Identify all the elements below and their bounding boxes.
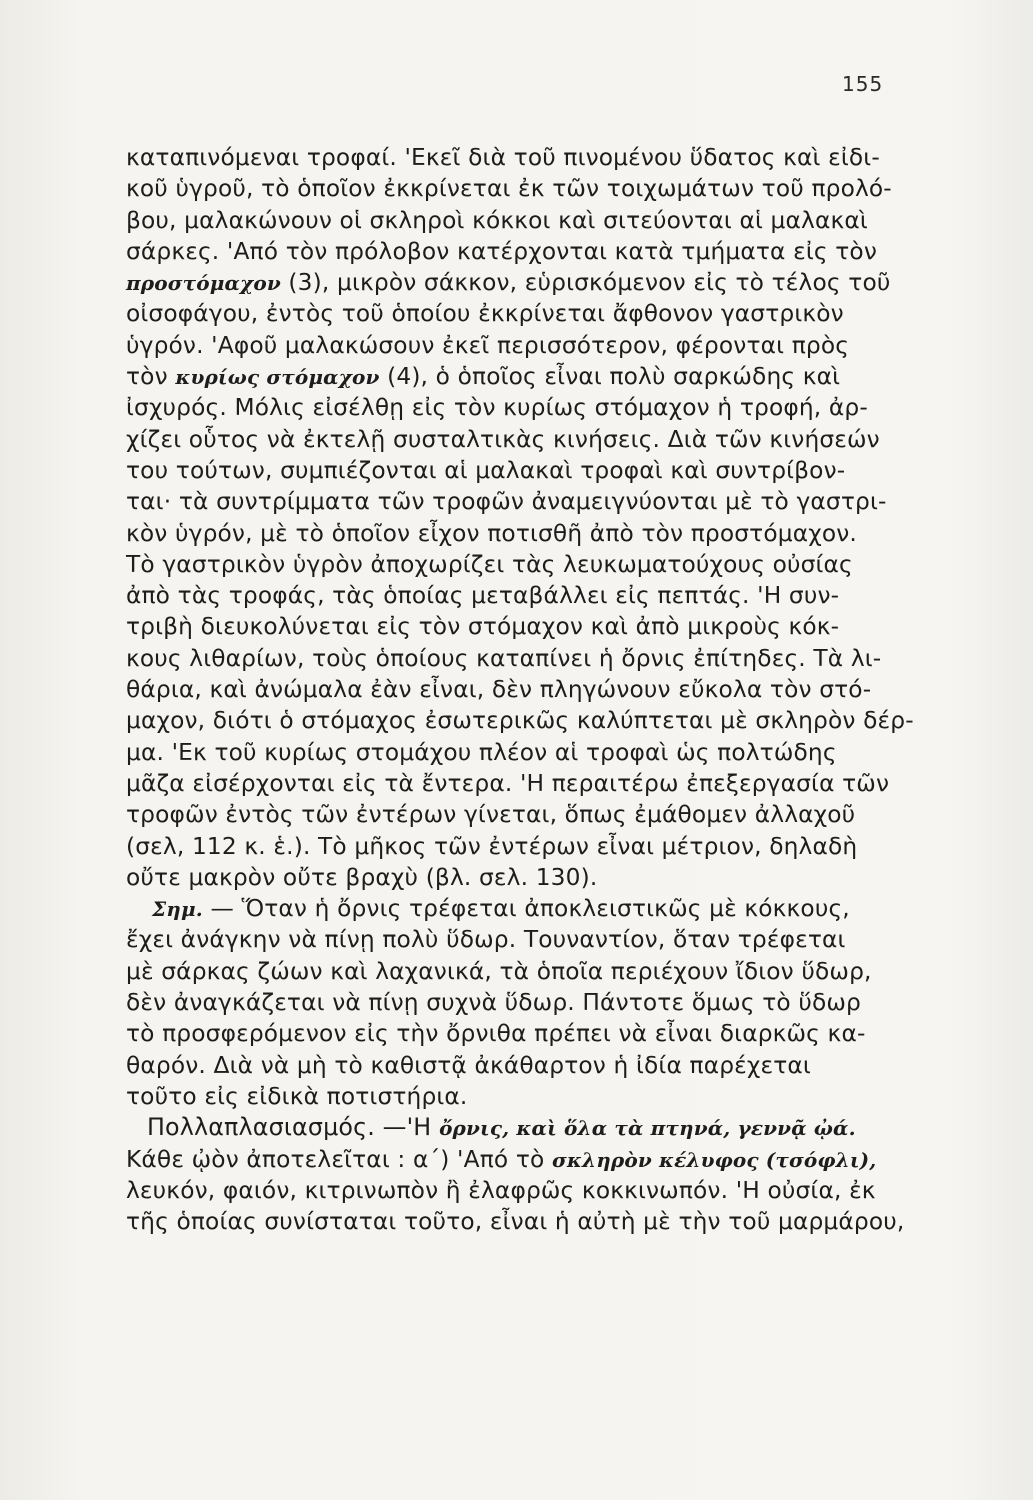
text-segment: ἰσχυρός. Μόλις εἰσέλθῃ εἰς τὸν κυρίως στόμαχον ἡ τροφή, ἀρ- — [126, 394, 868, 422]
text-line — [126, 330, 924, 361]
italic-term: προστόμαχον — [126, 271, 281, 296]
text-segment: μὲ σάρκας ζώων καὶ λαχανικά, τὰ ὁποῖα περιέχουν ἴδιον ὕδωρ, — [126, 957, 872, 985]
text-segment: οὔτε μακρὸν οὔτε βραχὺ (βλ. σελ. 130). — [126, 863, 598, 891]
text-line — [126, 298, 924, 329]
text-segment: δὲν ἀναγκάζεται νὰ πίνῃ συχνὰ ὕδωρ. Πάντοτε ὅμως τὸ ὕδωρ — [126, 989, 861, 1017]
text-segment: μαχον, διότι ὁ στόμαχος ἐσωτερικῶς καλύπτεται μὲ σκληρὸν δέρ- — [126, 707, 914, 735]
text-line — [126, 173, 924, 204]
text-line — [126, 862, 924, 893]
text-line — [126, 142, 924, 173]
note-line — [126, 893, 924, 924]
italic-term: σκληρὸν κέλυφος (τσόφλι), — [551, 1147, 877, 1172]
text-line — [126, 987, 924, 1018]
text-segment: θάρια, καὶ ἀνώμαλα ἐὰν εἶναι, δὲν πληγώνουν εὔκολα τὸν στό- — [126, 676, 872, 704]
text-segment: οἰσοφάγου, ἐντὸς τοῦ ὁποίου ἐκκρίνεται ἄφθονον γαστρικὸν — [126, 300, 844, 328]
text-segment: θαρόν. Διὰ νὰ μὴ τὸ καθιστᾷ ἀκάθαρτον ἡ ἰδία παρέχεται — [126, 1051, 811, 1079]
text-line — [126, 580, 924, 611]
text-line — [126, 956, 924, 987]
text-segment: ὑγρόν. 'Αφοῦ μαλακώσουν ἐκεῖ περισσότερον, φέρονται πρὸς — [126, 331, 850, 359]
text-line — [126, 267, 924, 298]
text-segment: σάρκες. 'Από τὸν πρόλοβον κατέρχονται κατὰ τμήματα εἰς τὸν — [126, 237, 877, 265]
text-line — [126, 361, 924, 392]
text-segment: Πολλαπλασιασμός. —'Η — [147, 1113, 440, 1142]
text-line — [126, 924, 924, 955]
text-line — [126, 1175, 924, 1206]
text-line — [126, 1144, 924, 1175]
text-segment: τὸν — [126, 363, 176, 391]
text-segment: — Ὅταν ἡ ὄρνις τρέφεται ἀποκλειστικῶς μὲ κόκκους, — [202, 895, 850, 923]
italic-term: κυρίως στόμαχον — [175, 365, 380, 390]
text-line — [126, 1018, 924, 1049]
text-segment: (σελ, 112 κ. ἑ.). Τὸ μῆκος τῶν ἐντέρων εἶναι μέτριον, δηλαδὴ — [126, 832, 858, 860]
text-segment: κους λιθαρίων, τοὺς ὁποίους καταπίνει ἡ ὄρνις ἐπίτηδες. Τὰ λι- — [126, 644, 882, 672]
text-segment: ἀπὸ τὰς τροφάς, τὰς ὁποίας μεταβάλλει εἰς πεπτάς. 'Η συν- — [126, 582, 840, 610]
text-segment: του τούτων, συμπιέζονται αἱ μαλακαὶ τροφαὶ καὶ συντρίβον- — [126, 456, 846, 484]
text-line — [126, 737, 924, 768]
text-segment: κοῦ ὑγροῦ, τὸ ὁποῖον ἐκκρίνεται ἐκ τῶν τοιχωμάτων τοῦ προλό- — [126, 175, 892, 203]
text-line — [126, 831, 924, 862]
italic-term: Σημ. — [152, 897, 203, 922]
text-line — [126, 455, 924, 486]
text-line — [126, 799, 924, 830]
text-segment: ἔχει ἀνάγκην νὰ πίνῃ πολὺ ὕδωρ. Τουναντίον, ὅταν τρέφεται — [126, 926, 846, 954]
text-segment: τῆς ὁποίας συνίσταται τοῦτο, εἶναι ἡ αὐτὴ μὲ τὴν τοῦ μαρμάρου, — [126, 1208, 905, 1236]
text-segment: ται· τὰ συντρίμματα τῶν τροφῶν ἀναμειγνύονται μὲ τὸ γαστρι- — [126, 488, 887, 516]
text-segment: καταπινόμεναι τροφαί. 'Εκεῖ διὰ τοῦ πινομένου ὕδατος καὶ εἰδι- — [126, 144, 880, 171]
text-segment: (3), μικρὸν σάκκον, εὑρισκόμενον εἰς τὸ τέλος τοῦ — [280, 269, 891, 297]
text-segment: λευκόν, φαιόν, κιτρινωπὸν ἢ ἐλαφρῶς κοκκινωπόν. 'Η οὐσία, ἐκ — [126, 1176, 876, 1204]
body-text — [126, 142, 924, 1237]
text-segment: βου, μαλακώνουν οἱ σκληροὶ κόκκοι καὶ σιτεύονται αἱ μαλακαὶ — [126, 206, 868, 234]
section-heading-line — [126, 1112, 924, 1143]
text-line — [126, 236, 924, 267]
text-line — [126, 705, 924, 736]
italic-term: ὄρνις, καὶ ὅλα τὰ πτηνά, γεννᾷ ᾠά. — [439, 1116, 856, 1141]
text-line — [126, 768, 924, 799]
text-segment: τοῦτο εἰς εἰδικὰ ποτιστήρια. — [126, 1082, 468, 1110]
text-line — [126, 611, 924, 642]
text-segment: Τὸ γαστρικὸν ὑγρὸν ἀποχωρίζει τὰς λευκωματούχους οὐσίας — [126, 550, 853, 578]
text-line — [126, 674, 924, 705]
text-line — [126, 1081, 924, 1112]
text-line — [126, 486, 924, 517]
text-line — [126, 205, 924, 236]
text-segment: (4), ὁ ὁποῖος εἶναι πολὺ σαρκώδης καὶ — [379, 363, 841, 391]
text-line — [126, 549, 924, 580]
text-line — [126, 1050, 924, 1081]
text-line — [126, 424, 924, 455]
text-segment: Κάθε ᾠὸν ἀποτελεῖται : α΄) 'Από τὸ — [126, 1145, 552, 1173]
text-segment: τροφῶν ἐντὸς τῶν ἐντέρων γίνεται, ὅπως ἐμάθομεν ἀλλαχοῦ — [126, 801, 856, 829]
text-line — [126, 518, 924, 549]
text-line — [126, 643, 924, 674]
text-segment: τὸ προσφερόμενον εἰς τὴν ὄρνιθα πρέπει νὰ εἶναι διαρκῶς κα- — [126, 1020, 866, 1048]
text-segment: μᾶζα εἰσέρχονται εἰς τὰ ἔντερα. 'Η περαιτέρω ἐπεξεργασία τῶν — [126, 769, 890, 797]
text-segment: μα. 'Εκ τοῦ κυρίως στομάχου πλέον αἱ τροφαὶ ὡς πολτώδης — [126, 738, 837, 766]
page-number: 155 — [842, 72, 884, 96]
text-segment: κὸν ὑγρόν, μὲ τὸ ὁποῖον εἶχον ποτισθῆ ἀπὸ τὸν προστόμαχον. — [126, 519, 857, 547]
text-segment: τριβὴ διευκολύνεται εἰς τὸν στόμαχον καὶ ἀπὸ μικροὺς κόκ- — [126, 613, 840, 641]
text-line — [126, 392, 924, 423]
text-line — [126, 1206, 924, 1237]
text-segment: χίζει οὗτος νὰ ἐκτελῇ συσταλτικὰς κινήσεις. Διὰ τῶν κινήσεών — [126, 425, 880, 453]
